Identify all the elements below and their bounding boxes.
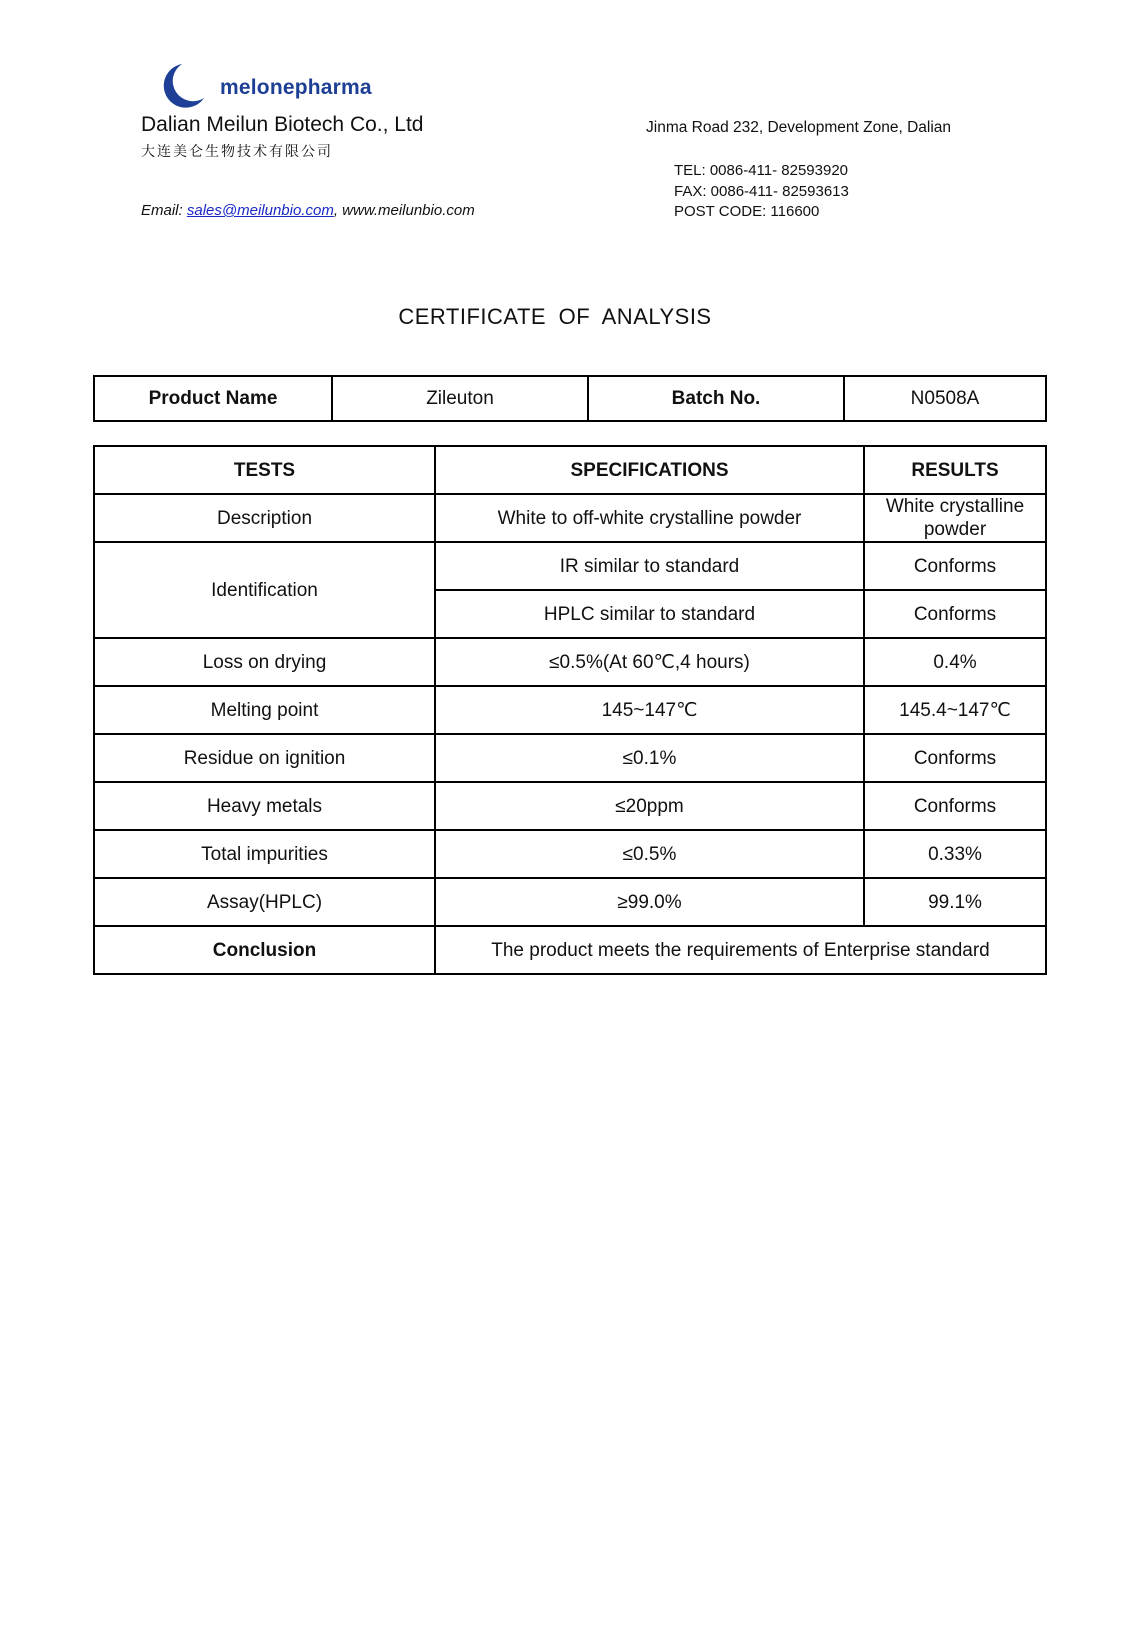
company-name: Dalian Meilun Biotech Co., Ltd xyxy=(141,113,424,136)
logo-wordmark: melonepharma xyxy=(220,76,372,99)
table-row xyxy=(94,830,1046,878)
conclusion-label: Conclusion xyxy=(94,926,435,974)
spec-cell: ≤20ppm xyxy=(435,782,864,830)
table-row xyxy=(94,494,1046,542)
spec-cell: ≤0.1% xyxy=(435,734,864,782)
company-logo xyxy=(148,60,378,110)
product-name-value: Zileuton xyxy=(332,376,588,421)
result-cell: 0.4% xyxy=(864,638,1046,686)
test-cell: Heavy metals xyxy=(94,782,435,830)
conclusion-text: The product meets the requirements of Enterprise standard xyxy=(435,926,1046,974)
batch-no-label: Batch No. xyxy=(588,376,844,421)
specifications-header: SPECIFICATIONS xyxy=(435,446,864,494)
spec-cell: White to off-white crystalline powder xyxy=(435,494,864,542)
tests-header: TESTS xyxy=(94,446,435,494)
email-link[interactable]: sales@meilunbio.com xyxy=(186,202,334,219)
batch-no-value: N0508A xyxy=(844,376,1046,421)
spec-cell: ≤0.5% xyxy=(435,830,864,878)
test-cell: Total impurities xyxy=(94,830,435,878)
test-cell: Residue on ignition xyxy=(94,734,435,782)
result-cell: 145.4~147℃ xyxy=(864,686,1046,734)
table-row xyxy=(94,878,1046,926)
test-cell: Melting point xyxy=(94,686,435,734)
result-cell: Conforms xyxy=(864,590,1046,638)
table-row xyxy=(94,782,1046,830)
table-row xyxy=(94,542,1046,590)
website-text: www.meilunbio.com xyxy=(342,202,475,219)
document-title: CERTIFICATE OF ANALYSIS xyxy=(398,304,712,329)
test-cell: Assay(HPLC) xyxy=(94,878,435,926)
email-label: Email: xyxy=(141,202,183,219)
table-row xyxy=(94,638,1046,686)
result-cell: Conforms xyxy=(864,734,1046,782)
melonepharma-logo-icon xyxy=(148,60,216,110)
post-code: POST CODE: 116600 xyxy=(674,203,820,220)
product-info-table xyxy=(93,375,1047,422)
fax-number: FAX: 0086-411- 82593613 xyxy=(674,182,849,200)
website-separator: , xyxy=(333,202,338,219)
results-header: RESULTS xyxy=(864,446,1046,494)
spec-cell: ≤0.5%(At 60℃,4 hours) xyxy=(435,638,864,686)
company-name-chinese: 大连美仑生物技术有限公司 xyxy=(141,144,333,160)
result-cell: White crystalline powder xyxy=(864,494,1046,542)
table-row xyxy=(94,734,1046,782)
table-header-row xyxy=(94,446,1046,494)
product-name-label: Product Name xyxy=(94,376,332,421)
result-cell: 99.1% xyxy=(864,878,1046,926)
test-cell: Description xyxy=(94,494,435,542)
test-cell: Loss on drying xyxy=(94,638,435,686)
conclusion-row xyxy=(94,926,1046,974)
analysis-table xyxy=(93,445,1047,975)
contact-details xyxy=(674,161,849,223)
product-info-row xyxy=(94,376,1046,421)
spec-cell: HPLC similar to standard xyxy=(435,590,864,638)
company-address: Jinma Road 232, Development Zone, Dalian xyxy=(646,119,952,136)
tel-number: TEL: 0086-411- 82593920 xyxy=(674,162,849,179)
result-cell: Conforms xyxy=(864,782,1046,830)
test-cell: Identification xyxy=(94,542,435,638)
contact-email-line xyxy=(141,202,475,219)
table-row xyxy=(94,686,1046,734)
spec-cell: ≥99.0% xyxy=(435,878,864,926)
result-cell: 0.33% xyxy=(864,830,1046,878)
spec-cell: IR similar to standard xyxy=(435,542,864,590)
result-cell: Conforms xyxy=(864,542,1046,590)
spec-cell: 145~147℃ xyxy=(435,686,864,734)
